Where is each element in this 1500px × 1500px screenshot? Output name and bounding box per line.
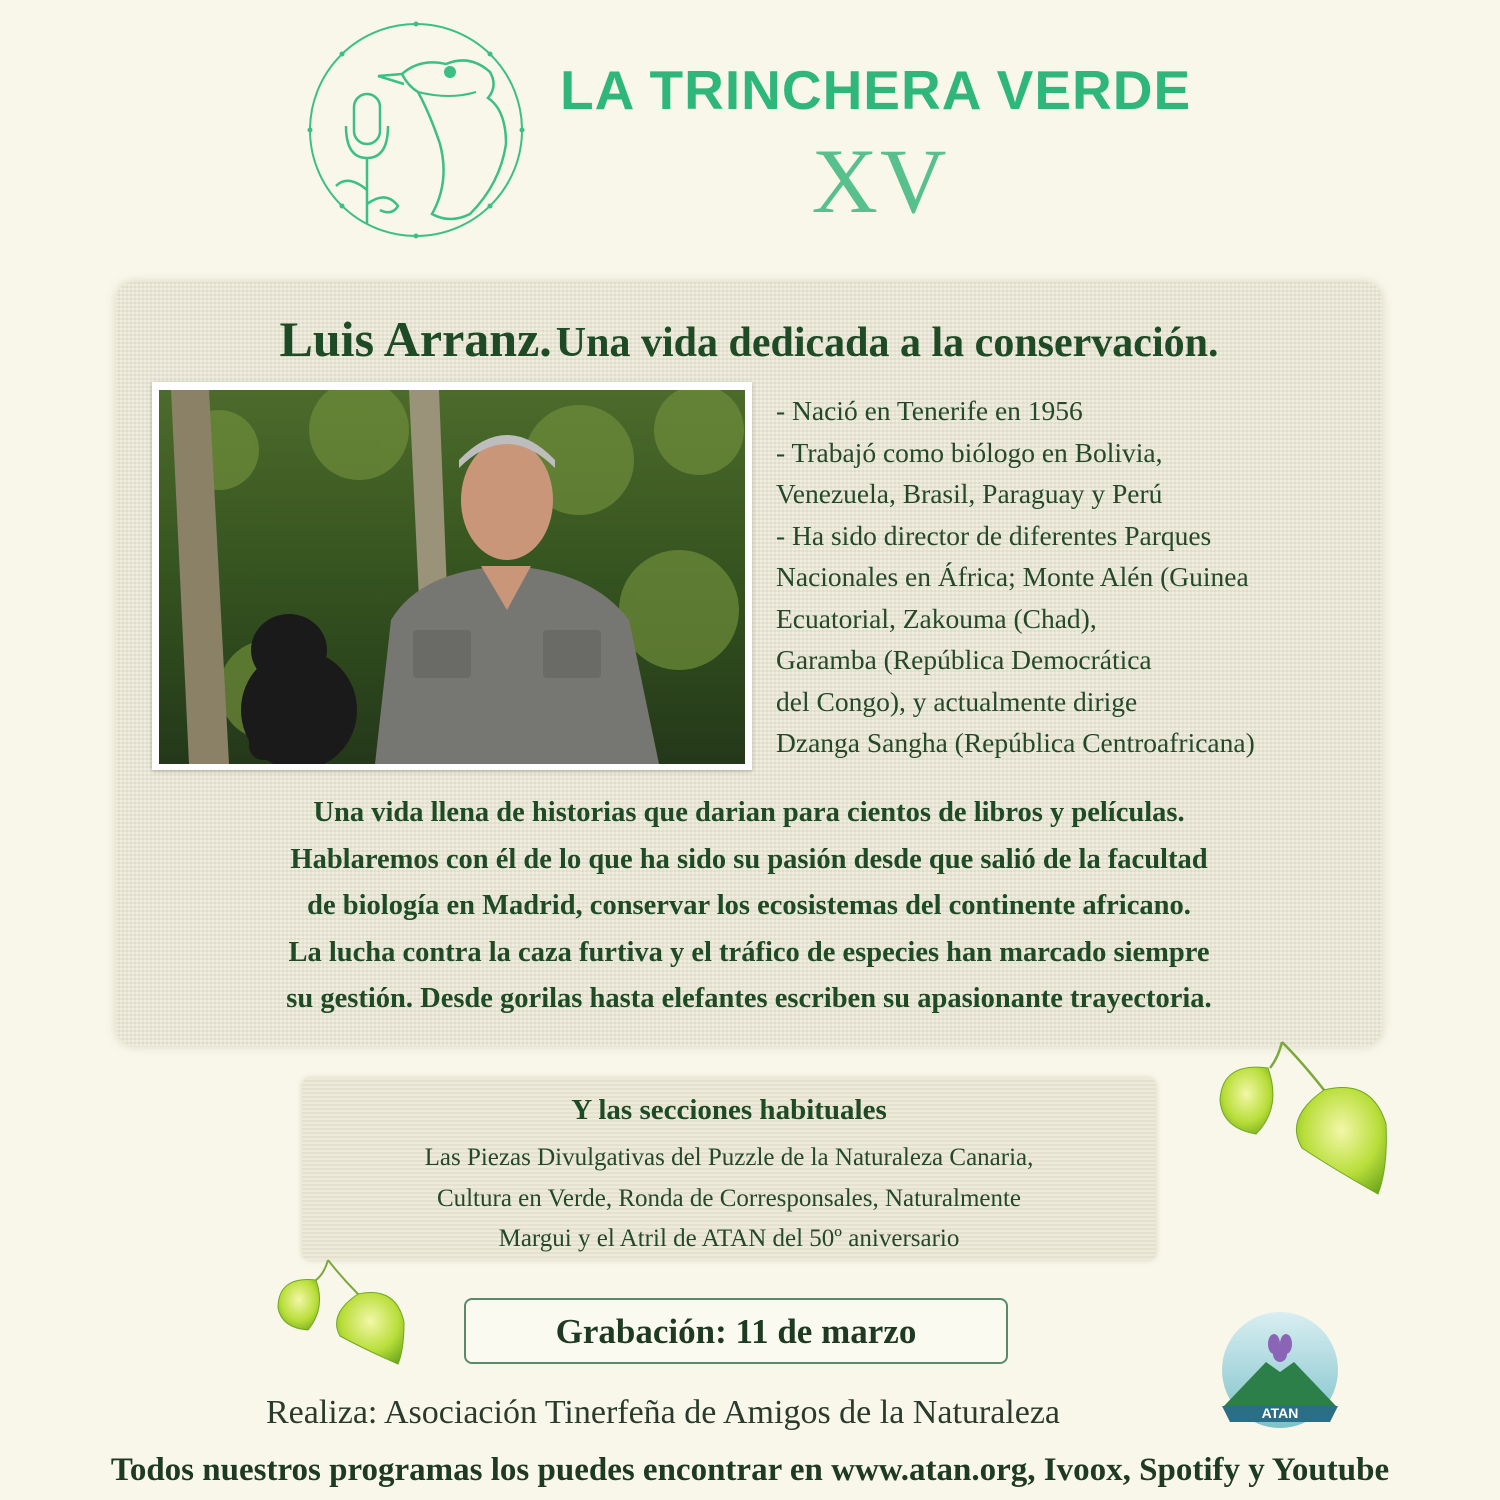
bio-line: del Congo), y actualmente dirige	[776, 685, 1138, 717]
podcast-logo	[300, 14, 532, 246]
main-card	[116, 282, 1382, 1046]
footer-platforms: Todos nuestros programas los puedes encontrar en www.atan.org, Ivoox, Spotify y Youtube	[110, 1452, 1390, 1488]
atan-logo	[1210, 1310, 1350, 1440]
bio-line: - Ha sido director de diferentes Parques	[776, 519, 1212, 551]
bio-line: Nacionales en África; Monte Alén (Guinea	[776, 561, 1249, 592]
guest-tagline: Una vida dedicada a la conservación.	[555, 320, 1219, 366]
description-line: La lucha contra la caza furtiva y el tráfico de especies han marcado siempre	[288, 936, 1210, 968]
sections-line: Margui y el Atril de ATAN del 50º aniversario	[498, 1225, 960, 1252]
bio-line: - Trabajó como biólogo en Bolivia,	[776, 436, 1163, 468]
guest-name: Luis Arranz.	[279, 311, 552, 367]
podcast-title: LA TRINCHERA VERDE	[560, 59, 1192, 121]
sections-line: Las Piezas Divulgativas del Puzzle de la Naturaleza Canaria,	[424, 1144, 1034, 1171]
sections-title: Y las secciones habituales	[571, 1094, 887, 1126]
recording-date-box	[464, 1298, 1008, 1364]
producer-credit: Realiza: Asociación Tinerfeña de Amigos de la Naturaleza	[266, 1394, 1061, 1431]
bio-line: Venezuela, Brasil, Paraguay y Perú	[776, 478, 1163, 509]
description-line: su gestión. Desde gorilas hasta elefantes escriben su apasionante trayectoria.	[286, 983, 1212, 1014]
leaves-decoration	[1212, 1038, 1402, 1198]
bio-line: Dzanga Sangha (República Centroafricana)	[776, 727, 1255, 758]
description-line: Una vida llena de historias que darian para cientos de libros y películas.	[313, 797, 1185, 828]
guest-photo	[152, 382, 752, 770]
atan-logo-text: ATAN	[1261, 1405, 1299, 1421]
bio-line: - Nació en Tenerife en 1956	[776, 395, 1083, 426]
bio-line: Ecuatorial, Zakouma (Chad),	[776, 602, 1097, 634]
description-line: de biología en Madrid, conservar los ecosistemas del continente africano.	[307, 890, 1191, 921]
description-line: Hablaremos con él de lo que ha sido su pasión desde que salió de la facultad	[290, 843, 1208, 875]
guest-bio	[776, 390, 1376, 764]
episode-description	[136, 790, 1362, 1023]
sections-line: Cultura en Verde, Ronda de Corresponsales, Naturalmente	[436, 1184, 1022, 1212]
sections-card	[302, 1078, 1156, 1260]
bio-line: Garamba (República Democrática	[776, 644, 1152, 675]
recording-date: Grabación: 11 de marzo	[555, 1312, 917, 1351]
sections-list	[302, 1138, 1156, 1260]
episode-number: XV	[811, 130, 949, 232]
leaves-decoration	[272, 1258, 412, 1368]
headline	[116, 310, 1382, 368]
